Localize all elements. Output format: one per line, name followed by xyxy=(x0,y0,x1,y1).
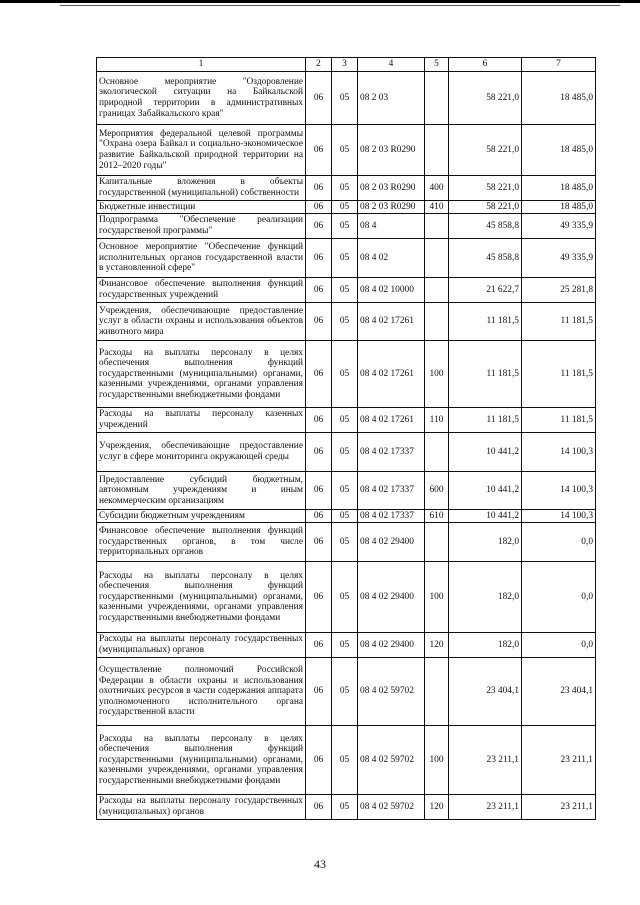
row-section: 06 xyxy=(306,341,332,408)
row-amount-col7: 0,0 xyxy=(522,562,596,633)
row-target-code: 08 4 02 29400 xyxy=(358,523,425,562)
row-name: Расходы на выплаты персоналу казенных учреждений xyxy=(97,408,306,433)
row-expense-type xyxy=(425,433,449,472)
row-expense-type xyxy=(425,523,449,562)
row-name: Предоставление субсидий бюджетным, автономным учреждениям и иным некоммерческим организациям xyxy=(97,472,306,510)
row-subsection: 05 xyxy=(332,176,358,201)
row-amount-col6: 10 441,2 xyxy=(449,433,522,472)
row-expense-type xyxy=(425,72,449,125)
row-expense-type: 410 xyxy=(425,201,449,214)
row-target-code: 08 4 02 29400 xyxy=(358,633,425,658)
row-target-code: 08 4 02 17261 xyxy=(358,408,425,433)
row-amount-col7: 11 181,5 xyxy=(522,408,596,433)
row-name: Мероприятия федеральной целевой программы "Охрана озера Байкал и социально-экономическое развитие Байкальской природной территории на 2012–2020 годы" xyxy=(97,125,306,176)
row-section: 06 xyxy=(306,176,332,201)
row-subsection: 05 xyxy=(332,125,358,176)
table-row xyxy=(97,510,596,523)
row-target-code: 08 4 02 59702 xyxy=(358,726,425,795)
row-subsection: 05 xyxy=(332,201,358,214)
table-row xyxy=(97,303,596,341)
row-amount-col6: 23 404,1 xyxy=(449,658,522,726)
row-name: Расходы на выплаты персоналу государственных (муниципальных) органов xyxy=(97,795,306,820)
row-name: Финансовое обеспечение выполнения функций государственных органов, в том числе территориальных органов xyxy=(97,523,306,562)
row-target-code: 08 4 02 17337 xyxy=(358,472,425,510)
row-amount-col6: 58 221,0 xyxy=(449,176,522,201)
row-amount-col6: 10 441,2 xyxy=(449,510,522,523)
row-section: 06 xyxy=(306,562,332,633)
row-name: Основное мероприятие "Обеспечение функций исполнительных органов государственной власти в установленной сфере" xyxy=(97,239,306,278)
row-subsection: 05 xyxy=(332,303,358,341)
row-amount-col6: 182,0 xyxy=(449,523,522,562)
row-amount-col6: 11 181,5 xyxy=(449,341,522,408)
row-subsection: 05 xyxy=(332,278,358,303)
row-subsection: 05 xyxy=(332,341,358,408)
row-target-code: 08 4 02 10000 xyxy=(358,278,425,303)
row-subsection: 05 xyxy=(332,472,358,510)
table-row xyxy=(97,658,596,726)
row-name: Основное мероприятие "Оздоровление экологической ситуации на Байкальской природной территории в административных границах Забайкальского края" xyxy=(97,72,306,125)
table-row xyxy=(97,176,596,201)
row-amount-col7: 14 100,3 xyxy=(522,472,596,510)
table-row xyxy=(97,472,596,510)
row-expense-type: 100 xyxy=(425,726,449,795)
row-section: 06 xyxy=(306,201,332,214)
row-subsection: 05 xyxy=(332,408,358,433)
row-subsection: 05 xyxy=(332,523,358,562)
header-col-5: 5 xyxy=(425,58,449,72)
row-amount-col7: 0,0 xyxy=(522,523,596,562)
table-row xyxy=(97,214,596,239)
table-row xyxy=(97,278,596,303)
table-row xyxy=(97,72,596,125)
row-section: 06 xyxy=(306,72,332,125)
row-amount-col7: 23 211,1 xyxy=(522,795,596,820)
table-row xyxy=(97,433,596,472)
row-amount-col7: 49 335,9 xyxy=(522,214,596,239)
row-subsection: 05 xyxy=(332,726,358,795)
row-amount-col7: 0,0 xyxy=(522,633,596,658)
row-amount-col7: 25 281,8 xyxy=(522,278,596,303)
table-row xyxy=(97,125,596,176)
row-expense-type: 110 xyxy=(425,408,449,433)
row-amount-col6: 10 441,2 xyxy=(449,472,522,510)
header-col-7: 7 xyxy=(522,58,596,72)
row-target-code: 08 4 02 xyxy=(358,239,425,278)
row-section: 06 xyxy=(306,433,332,472)
row-amount-col7: 23 404,1 xyxy=(522,658,596,726)
row-name: Учреждения, обеспечивающие предоставление услуг в области охраны и использования объектов животного мира xyxy=(97,303,306,341)
table-header-row xyxy=(97,58,596,72)
row-amount-col6: 23 211,1 xyxy=(449,795,522,820)
row-amount-col6: 182,0 xyxy=(449,633,522,658)
row-amount-col6: 21 622,7 xyxy=(449,278,522,303)
row-amount-col6: 58 221,0 xyxy=(449,201,522,214)
row-amount-col7: 49 335,9 xyxy=(522,239,596,278)
row-subsection: 05 xyxy=(332,633,358,658)
table-row xyxy=(97,633,596,658)
row-target-code: 08 4 02 17337 xyxy=(358,510,425,523)
row-amount-col7: 18 485,0 xyxy=(522,201,596,214)
row-amount-col7: 14 100,3 xyxy=(522,510,596,523)
row-expense-type xyxy=(425,239,449,278)
row-expense-type: 120 xyxy=(425,633,449,658)
row-amount-col6: 11 181,5 xyxy=(449,408,522,433)
row-name: Расходы на выплаты персоналу в целях обеспечения выполнения функций государственными (муниципальными) органами, казенными учреждениями, органами управления государственными внебюджетными фондами xyxy=(97,562,306,633)
row-amount-col6: 45 858,8 xyxy=(449,239,522,278)
row-target-code: 08 4 02 17261 xyxy=(358,303,425,341)
row-expense-type: 120 xyxy=(425,795,449,820)
row-expense-type xyxy=(425,125,449,176)
row-section: 06 xyxy=(306,795,332,820)
row-amount-col7: 11 181,5 xyxy=(522,341,596,408)
table-row xyxy=(97,523,596,562)
row-amount-col7: 23 211,1 xyxy=(522,726,596,795)
header-col-4: 4 xyxy=(358,58,425,72)
row-name: Расходы на выплаты персоналу в целях обеспечения выполнения функций государственными (муниципальными) органами, казенными учреждениями, органами управления государственными внебюджетными фондами xyxy=(97,726,306,795)
row-section: 06 xyxy=(306,408,332,433)
table-row xyxy=(97,341,596,408)
row-subsection: 05 xyxy=(332,433,358,472)
row-subsection: 05 xyxy=(332,562,358,633)
row-subsection: 05 xyxy=(332,214,358,239)
row-target-code: 08 4 02 59702 xyxy=(358,795,425,820)
row-subsection: 05 xyxy=(332,795,358,820)
row-expense-type xyxy=(425,278,449,303)
row-amount-col7: 14 100,3 xyxy=(522,433,596,472)
header-col-2: 2 xyxy=(306,58,332,72)
row-target-code: 08 2 03 R0290 xyxy=(358,176,425,201)
row-expense-type: 600 xyxy=(425,472,449,510)
row-section: 06 xyxy=(306,633,332,658)
row-section: 06 xyxy=(306,472,332,510)
row-expense-type xyxy=(425,303,449,341)
budget-table xyxy=(96,57,596,820)
row-amount-col7: 11 181,5 xyxy=(522,303,596,341)
table-row xyxy=(97,201,596,214)
row-section: 06 xyxy=(306,303,332,341)
header-col-1: 1 xyxy=(97,58,306,72)
row-target-code: 08 4 02 17337 xyxy=(358,433,425,472)
row-subsection: 05 xyxy=(332,72,358,125)
row-target-code: 08 2 03 R0290 xyxy=(358,201,425,214)
row-target-code: 08 4 02 29400 xyxy=(358,562,425,633)
row-amount-col6: 58 221,0 xyxy=(449,125,522,176)
row-name: Субсидии бюджетным учреждениям xyxy=(97,510,306,523)
table-row xyxy=(97,726,596,795)
table-row xyxy=(97,795,596,820)
row-section: 06 xyxy=(306,523,332,562)
table-row xyxy=(97,408,596,433)
row-target-code: 08 4 xyxy=(358,214,425,239)
row-section: 06 xyxy=(306,125,332,176)
row-target-code: 08 2 03 R0290 xyxy=(358,125,425,176)
row-expense-type xyxy=(425,658,449,726)
row-amount-col6: 182,0 xyxy=(449,562,522,633)
row-amount-col6: 11 181,5 xyxy=(449,303,522,341)
row-section: 06 xyxy=(306,726,332,795)
row-name: Капитальные вложения в объекты государственной (муниципальной) собственности xyxy=(97,176,306,201)
row-subsection: 05 xyxy=(332,510,358,523)
row-section: 06 xyxy=(306,510,332,523)
row-target-code: 08 4 02 59702 xyxy=(358,658,425,726)
page-number: 43 xyxy=(314,857,326,871)
scan-edge-line xyxy=(0,0,640,3)
row-section: 06 xyxy=(306,214,332,239)
table-row xyxy=(97,562,596,633)
row-section: 06 xyxy=(306,239,332,278)
row-expense-type: 610 xyxy=(425,510,449,523)
row-subsection: 05 xyxy=(332,658,358,726)
table-row xyxy=(97,239,596,278)
header-col-6: 6 xyxy=(449,58,522,72)
row-amount-col6: 23 211,1 xyxy=(449,726,522,795)
row-amount-col7: 18 485,0 xyxy=(522,72,596,125)
row-expense-type: 100 xyxy=(425,562,449,633)
row-name: Бюджетные инвестиции xyxy=(97,201,306,214)
header-col-3: 3 xyxy=(332,58,358,72)
row-name: Учреждения, обеспечивающие предоставление услуг в сфере мониторинга окружающей среды xyxy=(97,433,306,472)
row-subsection: 05 xyxy=(332,239,358,278)
row-name: Финансовое обеспечение выполнения функций государственных учреждений xyxy=(97,278,306,303)
row-expense-type xyxy=(425,214,449,239)
row-name: Осуществление полномочий Российской Федерации в области охраны и использования охотничьих ресурсов в части содержания аппарата уполномоченного исполнительного органа государственной власти xyxy=(97,658,306,726)
row-amount-col7: 18 485,0 xyxy=(522,125,596,176)
scan-edge-line-thin xyxy=(60,5,620,6)
row-section: 06 xyxy=(306,278,332,303)
row-target-code: 08 4 02 17261 xyxy=(358,341,425,408)
row-target-code: 08 2 03 xyxy=(358,72,425,125)
row-section: 06 xyxy=(306,658,332,726)
row-expense-type: 400 xyxy=(425,176,449,201)
row-amount-col7: 18 485,0 xyxy=(522,176,596,201)
row-amount-col6: 58 221,0 xyxy=(449,72,522,125)
row-name: Расходы на выплаты персоналу в целях обеспечения выполнения функций государственными (муниципальными) органами, казенными учреждениями, органами управления государственными внебюджетными фондами xyxy=(97,341,306,408)
row-amount-col6: 45 858,8 xyxy=(449,214,522,239)
row-name: Подпрограмма "Обеспечение реализации государственой программы" xyxy=(97,214,306,239)
row-expense-type: 100 xyxy=(425,341,449,408)
row-name: Расходы на выплаты персоналу государственных (муниципальных) органов xyxy=(97,633,306,658)
